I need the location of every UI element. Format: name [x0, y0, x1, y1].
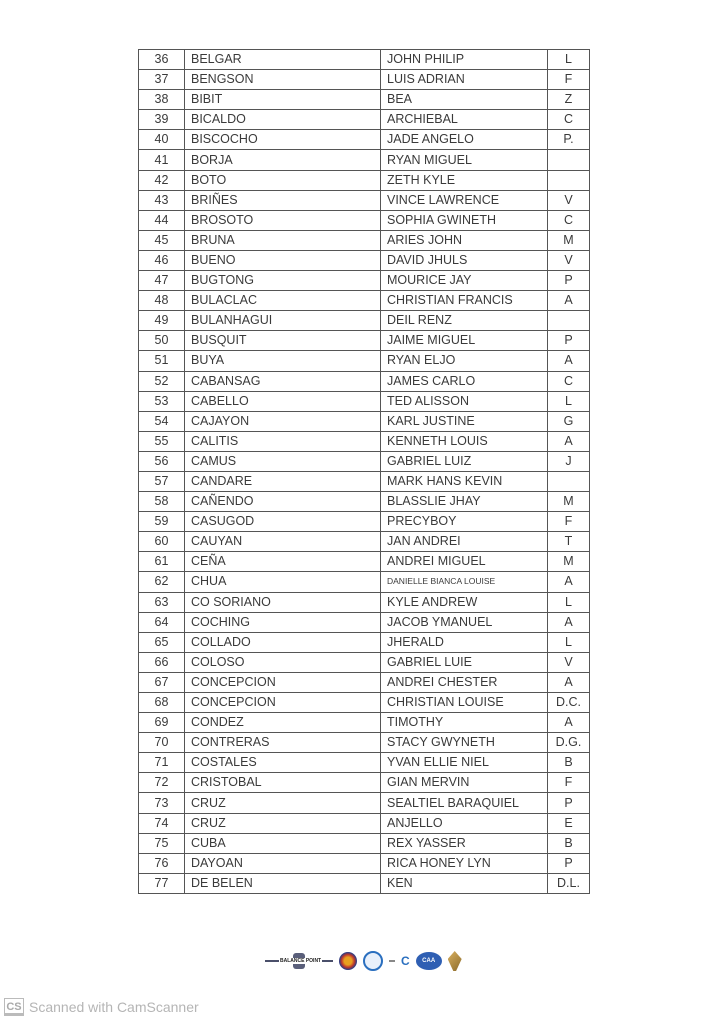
table-row	[139, 311, 590, 331]
first-name-cell: MOURICE JAY	[381, 271, 548, 291]
surname-cell: BOTO	[185, 170, 381, 190]
middle-initial-cell	[548, 170, 590, 190]
first-name-cell: ANJELLO	[381, 813, 548, 833]
table-row	[139, 813, 590, 833]
surname-cell: BUYA	[185, 351, 381, 371]
first-name-cell: DAVID JHULS	[381, 250, 548, 270]
table-row	[139, 190, 590, 210]
middle-initial-cell: A	[548, 351, 590, 371]
first-name-cell: SOPHIA GWINETH	[381, 210, 548, 230]
row-number: 76	[139, 853, 185, 873]
middle-initial-cell: V	[548, 190, 590, 210]
middle-initial-cell: B	[548, 753, 590, 773]
first-name-cell: ARCHIEBAL	[381, 110, 548, 130]
first-name-cell: PRECYBOY	[381, 512, 548, 532]
partner-logo-1-icon	[363, 951, 383, 971]
row-number: 77	[139, 873, 185, 893]
camscanner-watermark	[4, 998, 199, 1016]
camscanner-icon: CS	[4, 998, 24, 1016]
table-row	[139, 250, 590, 270]
row-number: 38	[139, 90, 185, 110]
surname-cell: CHUA	[185, 572, 381, 592]
surname-cell: BISCOCHO	[185, 130, 381, 150]
table-row	[139, 451, 590, 471]
surname-cell: BUSQUIT	[185, 331, 381, 351]
middle-initial-cell: J	[548, 451, 590, 471]
surname-cell: BUENO	[185, 250, 381, 270]
middle-initial-cell: C	[548, 371, 590, 391]
row-number: 43	[139, 190, 185, 210]
table-row	[139, 110, 590, 130]
first-name-cell: ARIES JOHN	[381, 230, 548, 250]
middle-initial-cell: P	[548, 331, 590, 351]
middle-initial-cell: M	[548, 492, 590, 512]
first-name-cell: LUIS ADRIAN	[381, 70, 548, 90]
table-row	[139, 552, 590, 572]
first-name-cell: RYAN MIGUEL	[381, 150, 548, 170]
table-row	[139, 733, 590, 753]
row-number: 42	[139, 170, 185, 190]
surname-cell: BRIÑES	[185, 190, 381, 210]
middle-initial-cell	[548, 150, 590, 170]
surname-cell: CONTRERAS	[185, 733, 381, 753]
middle-initial-cell: V	[548, 652, 590, 672]
surname-cell: DAYOAN	[185, 853, 381, 873]
first-name-cell: DANIELLE BIANCA LOUISE	[381, 572, 548, 592]
surname-cell: BULACLAC	[185, 291, 381, 311]
surname-cell: CASUGOD	[185, 512, 381, 532]
table-row	[139, 592, 590, 612]
table-row	[139, 271, 590, 291]
first-name-cell: CHRISTIAN FRANCIS	[381, 291, 548, 311]
row-number: 48	[139, 291, 185, 311]
table-row	[139, 371, 590, 391]
row-number: 45	[139, 230, 185, 250]
middle-initial-cell: A	[548, 291, 590, 311]
first-name-cell: TIMOTHY	[381, 713, 548, 733]
surname-cell: COLLADO	[185, 632, 381, 652]
first-name-cell: JACOB YMANUEL	[381, 612, 548, 632]
table-row	[139, 572, 590, 592]
table-row	[139, 391, 590, 411]
row-number: 66	[139, 652, 185, 672]
middle-initial-cell: L	[548, 50, 590, 70]
row-number: 51	[139, 351, 185, 371]
first-name-cell: VINCE LAWRENCE	[381, 190, 548, 210]
surname-cell: CABELLO	[185, 391, 381, 411]
surname-cell: BELGAR	[185, 50, 381, 70]
table-row	[139, 130, 590, 150]
middle-initial-cell: D.C.	[548, 693, 590, 713]
row-number: 64	[139, 612, 185, 632]
first-name-cell: MARK HANS KEVIN	[381, 471, 548, 491]
table-row	[139, 411, 590, 431]
first-name-cell: SEALTIEL BARAQUIEL	[381, 793, 548, 813]
table-row	[139, 612, 590, 632]
middle-initial-cell: L	[548, 391, 590, 411]
surname-cell: CAUYAN	[185, 532, 381, 552]
row-number: 55	[139, 431, 185, 451]
row-number: 63	[139, 592, 185, 612]
table-row	[139, 210, 590, 230]
table-row	[139, 291, 590, 311]
row-number: 75	[139, 833, 185, 853]
table-row	[139, 230, 590, 250]
wings-logo-icon	[448, 951, 462, 971]
table-row	[139, 532, 590, 552]
table-row	[139, 793, 590, 813]
footer-logos	[265, 945, 465, 977]
middle-initial-cell: G	[548, 411, 590, 431]
seal-logo-icon	[339, 952, 357, 970]
row-number: 58	[139, 492, 185, 512]
partner-logo-2-icon: C	[401, 954, 410, 968]
surname-cell: CRUZ	[185, 793, 381, 813]
roster-body	[139, 50, 590, 894]
middle-initial-cell	[548, 471, 590, 491]
first-name-cell: KYLE ANDREW	[381, 592, 548, 612]
balance-point-logo	[265, 950, 333, 972]
first-name-cell: JADE ANGELO	[381, 130, 548, 150]
surname-cell: BROSOTO	[185, 210, 381, 230]
table-row	[139, 492, 590, 512]
table-row	[139, 713, 590, 733]
middle-initial-cell: A	[548, 612, 590, 632]
row-number: 47	[139, 271, 185, 291]
row-number: 74	[139, 813, 185, 833]
table-row	[139, 431, 590, 451]
row-number: 52	[139, 371, 185, 391]
first-name-cell: STACY GWYNETH	[381, 733, 548, 753]
row-number: 41	[139, 150, 185, 170]
first-name-cell: GIAN MERVIN	[381, 773, 548, 793]
row-number: 57	[139, 471, 185, 491]
surname-cell: CAÑENDO	[185, 492, 381, 512]
caa-logo-icon: CAA	[416, 952, 442, 970]
first-name-cell: RYAN ELJO	[381, 351, 548, 371]
surname-cell: CABANSAG	[185, 371, 381, 391]
middle-initial-cell: C	[548, 210, 590, 230]
first-name-cell: GABRIEL LUIZ	[381, 451, 548, 471]
middle-initial-cell: A	[548, 572, 590, 592]
middle-initial-cell: L	[548, 632, 590, 652]
middle-initial-cell: L	[548, 592, 590, 612]
table-row	[139, 170, 590, 190]
surname-cell: BICALDO	[185, 110, 381, 130]
middle-initial-cell: V	[548, 250, 590, 270]
middle-initial-cell: F	[548, 512, 590, 532]
table-row	[139, 150, 590, 170]
row-number: 59	[139, 512, 185, 532]
surname-cell: COCHING	[185, 612, 381, 632]
row-number: 36	[139, 50, 185, 70]
row-number: 37	[139, 70, 185, 90]
middle-initial-cell: T	[548, 532, 590, 552]
middle-initial-cell: P	[548, 853, 590, 873]
first-name-cell: KEN	[381, 873, 548, 893]
surname-cell: CUBA	[185, 833, 381, 853]
table-row	[139, 693, 590, 713]
first-name-cell: YVAN ELLIE NIEL	[381, 753, 548, 773]
surname-cell: CAJAYON	[185, 411, 381, 431]
first-name-cell: JOHN PHILIP	[381, 50, 548, 70]
first-name-cell: ZETH KYLE	[381, 170, 548, 190]
middle-initial-cell: M	[548, 552, 590, 572]
row-number: 54	[139, 411, 185, 431]
first-name-cell: REX YASSER	[381, 833, 548, 853]
middle-initial-cell: D.G.	[548, 733, 590, 753]
surname-cell: CANDARE	[185, 471, 381, 491]
camscanner-text: Scanned with CamScanner	[29, 999, 199, 1015]
table-row	[139, 331, 590, 351]
surname-cell: BIBIT	[185, 90, 381, 110]
middle-initial-cell	[548, 311, 590, 331]
row-number: 44	[139, 210, 185, 230]
middle-initial-cell: P.	[548, 130, 590, 150]
surname-cell: CONCEPCION	[185, 672, 381, 692]
first-name-cell: BEA	[381, 90, 548, 110]
first-name-cell: GABRIEL LUIE	[381, 652, 548, 672]
surname-cell: CRUZ	[185, 813, 381, 833]
middle-initial-cell: A	[548, 672, 590, 692]
first-name-cell: KARL JUSTINE	[381, 411, 548, 431]
row-number: 46	[139, 250, 185, 270]
table-row	[139, 512, 590, 532]
surname-cell: CONDEZ	[185, 713, 381, 733]
middle-initial-cell: M	[548, 230, 590, 250]
middle-initial-cell: P	[548, 793, 590, 813]
row-number: 65	[139, 632, 185, 652]
row-number: 70	[139, 733, 185, 753]
middle-initial-cell: C	[548, 110, 590, 130]
row-number: 49	[139, 311, 185, 331]
middle-initial-cell: A	[548, 713, 590, 733]
row-number: 68	[139, 693, 185, 713]
table-row	[139, 70, 590, 90]
table-row	[139, 632, 590, 652]
logo-separator	[389, 960, 395, 962]
student-roster-table	[138, 49, 590, 894]
first-name-cell: DEIL RENZ	[381, 311, 548, 331]
row-number: 73	[139, 793, 185, 813]
surname-cell: DE BELEN	[185, 873, 381, 893]
first-name-cell: JAN ANDREI	[381, 532, 548, 552]
surname-cell: COSTALES	[185, 753, 381, 773]
table-row	[139, 50, 590, 70]
first-name-cell: JHERALD	[381, 632, 548, 652]
first-name-cell: ANDREI CHESTER	[381, 672, 548, 692]
table-row	[139, 753, 590, 773]
surname-cell: CALITIS	[185, 431, 381, 451]
first-name-cell: JAIME MIGUEL	[381, 331, 548, 351]
table-row	[139, 351, 590, 371]
table-row	[139, 90, 590, 110]
first-name-cell: JAMES CARLO	[381, 371, 548, 391]
row-number: 40	[139, 130, 185, 150]
row-number: 72	[139, 773, 185, 793]
first-name-cell: RICA HONEY LYN	[381, 853, 548, 873]
row-number: 50	[139, 331, 185, 351]
row-number: 56	[139, 451, 185, 471]
table-row	[139, 652, 590, 672]
table-row	[139, 873, 590, 893]
middle-initial-cell: F	[548, 70, 590, 90]
table-row	[139, 471, 590, 491]
surname-cell: BUGTONG	[185, 271, 381, 291]
row-number: 61	[139, 552, 185, 572]
first-name-cell: BLASSLIE JHAY	[381, 492, 548, 512]
surname-cell: BORJA	[185, 150, 381, 170]
surname-cell: BENGSON	[185, 70, 381, 90]
first-name-cell: CHRISTIAN LOUISE	[381, 693, 548, 713]
row-number: 60	[139, 532, 185, 552]
surname-cell: CEÑA	[185, 552, 381, 572]
first-name-cell: TED ALISSON	[381, 391, 548, 411]
middle-initial-cell: B	[548, 833, 590, 853]
middle-initial-cell: E	[548, 813, 590, 833]
row-number: 69	[139, 713, 185, 733]
middle-initial-cell: P	[548, 271, 590, 291]
first-name-cell: ANDREI MIGUEL	[381, 552, 548, 572]
row-number: 71	[139, 753, 185, 773]
middle-initial-cell: F	[548, 773, 590, 793]
surname-cell: CONCEPCION	[185, 693, 381, 713]
row-number: 39	[139, 110, 185, 130]
surname-cell: CRISTOBAL	[185, 773, 381, 793]
row-number: 62	[139, 572, 185, 592]
surname-cell: CO SORIANO	[185, 592, 381, 612]
surname-cell: BULANHAGUI	[185, 311, 381, 331]
table-row	[139, 672, 590, 692]
table-row	[139, 773, 590, 793]
surname-cell: CAMUS	[185, 451, 381, 471]
surname-cell: COLOSO	[185, 652, 381, 672]
surname-cell: BRUNA	[185, 230, 381, 250]
middle-initial-cell: D.L.	[548, 873, 590, 893]
table-row	[139, 853, 590, 873]
row-number: 53	[139, 391, 185, 411]
balance-point-text: BALANCE POINT	[280, 958, 322, 964]
middle-initial-cell: A	[548, 431, 590, 451]
first-name-cell: KENNETH LOUIS	[381, 431, 548, 451]
middle-initial-cell: Z	[548, 90, 590, 110]
table-row	[139, 833, 590, 853]
row-number: 67	[139, 672, 185, 692]
